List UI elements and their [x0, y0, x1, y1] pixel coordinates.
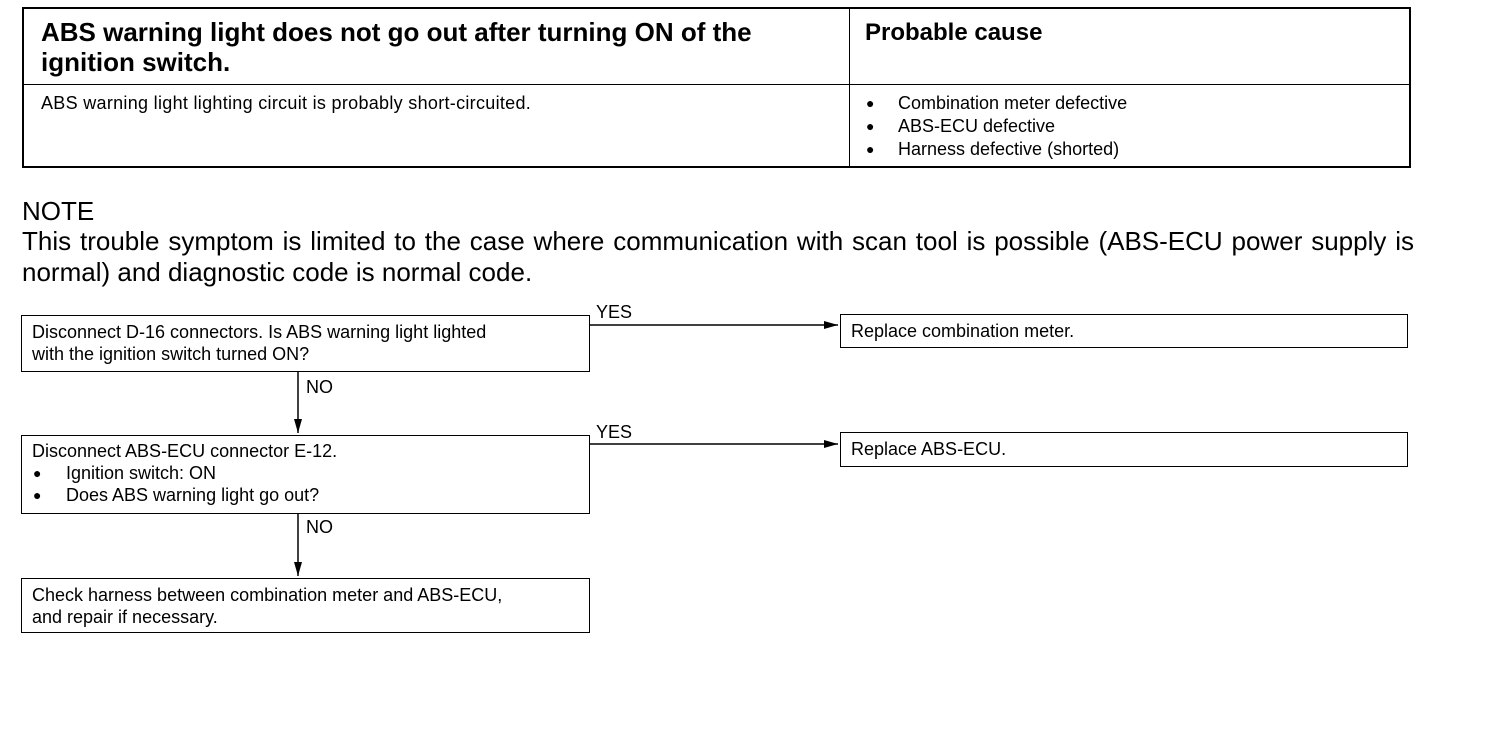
step-1-line-2: with the ignition switch turned ON? [32, 344, 310, 364]
bullet-icon: ● [866, 118, 875, 134]
yes-label-1: YES [596, 302, 633, 322]
result-1-box [840, 314, 1408, 348]
result-2-box [840, 432, 1408, 467]
step-2-bullet: ● Does ABS warning light go out? [33, 485, 320, 505]
note-text: This trouble symptom is limited to the case where communication with scan tool is possible (ABS-ECU power supply is normal) and diagnostic code is normal code. [22, 226, 1414, 287]
result-1-text: Replace combination meter. [851, 321, 1075, 341]
symptom-description: ABS warning light lighting circuit is probably short-circuited. [41, 93, 532, 113]
flow-step-3 [21, 578, 590, 633]
yes-label-2: YES [596, 422, 633, 442]
probable-cause-header: Probable cause [865, 19, 1043, 46]
step-1-line-1: Disconnect D-16 connectors. Is ABS warning light lighted [32, 322, 487, 342]
bullet-icon: ● [866, 141, 875, 157]
bullet-icon: ● [33, 487, 42, 503]
cause-item: ● ABS-ECU defective [866, 116, 1056, 136]
step-2-line-1: Disconnect ABS-ECU connector E-12. [32, 441, 338, 461]
cause-item: ● Combination meter defective [866, 93, 1128, 113]
no-label-2: NO [306, 517, 333, 537]
step-2-bullet: ● Ignition switch: ON [33, 463, 217, 483]
symptom-title: ABS warning light does not go out after turning ON of the ignition switch. [41, 17, 752, 77]
flow-step-2 [21, 435, 590, 514]
cause-item: ● Harness defective (shorted) [866, 139, 1120, 159]
bullet-icon: ● [33, 465, 42, 481]
no-label-1: NO [306, 377, 333, 397]
flow-step-1 [21, 315, 590, 372]
step-3-line-2: and repair if necessary. [32, 607, 218, 627]
result-2-text: Replace ABS-ECU. [851, 439, 1007, 459]
step-3-line-1: Check harness between combination meter and ABS-ECU, [32, 585, 503, 605]
note-heading: NOTE [22, 196, 95, 226]
bullet-icon: ● [866, 95, 875, 111]
